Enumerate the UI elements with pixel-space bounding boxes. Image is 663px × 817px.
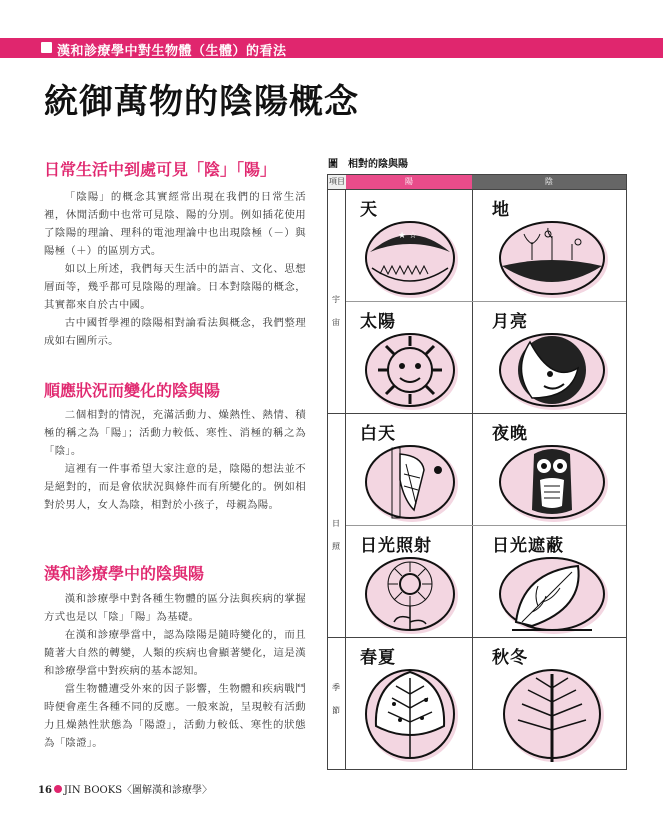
paragraph: 二個相對的情況，充滿活動力、燥熱性、熱情、積極的稱之為「陽」；活動力較低、寒性、消極的稱之為「陰」。 <box>44 409 306 457</box>
cell-label: 日光遮蔽 <box>492 536 564 556</box>
section-label: 漢和診療學中對生物體（生體）的看法 <box>57 44 287 59</box>
row-label-text <box>332 294 340 340</box>
cell-label: 春夏 <box>360 648 396 668</box>
row-label-sunlight <box>328 414 346 637</box>
paragraph: 古中國哲學裡的陰陽相對論看法與概念，我們整理成如右圖所示。 <box>44 317 306 347</box>
cicada-icon <box>360 440 460 524</box>
header-item: 項目 <box>328 175 347 189</box>
moon-icon <box>492 328 612 412</box>
section-heading-2: 順應狀況而變化的陰與陽 <box>44 381 221 400</box>
bullet-dot-icon <box>54 785 62 793</box>
row-label-text <box>332 682 340 728</box>
cell-label: 白天 <box>360 424 396 444</box>
cell-label: 太陽 <box>360 312 396 332</box>
section-heading-1: 日常生活中到處可見「陰」「陽」 <box>44 160 277 179</box>
cell-label: 地 <box>492 200 510 220</box>
cell-label: 月亮 <box>492 312 528 332</box>
paragraph: 這裡有一件事希望大家注意的是，陰陽的想法並不是絕對的，而是會依狀況與條件而有所變化的。例如相對於男人，女人為陰，相對於小孩子，母親為陽。 <box>44 463 306 511</box>
section-body-2 <box>44 406 306 514</box>
cell-label: 夜晚 <box>492 424 528 444</box>
column-divider <box>472 189 473 769</box>
cell-sunlit <box>346 526 472 638</box>
row-label-char: 宙 <box>332 318 340 327</box>
cell-sun <box>346 302 472 414</box>
owl-icon <box>492 440 612 524</box>
sky-icon <box>360 216 460 300</box>
tree-icon <box>360 664 460 764</box>
cell-spring-summer <box>346 638 472 768</box>
paragraph: 當生物體遭受外來的因子影響，生物體和疾病戰鬥時便會產生各種不同的反應。一般來說，呈現較有活動力且燥熱性狀態為「陽證」，活動力較低、寒性的狀態為「陰證」。 <box>44 683 306 749</box>
paragraph: 漢和診療學中對各種生物體的區分法與疾病的掌握方式也是以「陰」「陽」為基礎。 <box>44 593 306 623</box>
row-label-char: 季 <box>332 683 340 692</box>
figure-title: 圖 相對的陰與陽 <box>328 159 408 170</box>
banner-square-icon <box>41 42 52 53</box>
row-label-char: 宇 <box>332 295 340 304</box>
row-label-char: 節 <box>332 706 340 715</box>
bare-tree-icon <box>492 664 612 764</box>
leaf-icon <box>492 552 612 636</box>
row-label-season <box>328 638 346 769</box>
page-number: 16 <box>38 785 52 796</box>
section-heading-3: 漢和診療學中的陰與陽 <box>44 564 205 583</box>
cell-night <box>478 414 604 526</box>
cell-shaded <box>478 526 604 638</box>
header-yang: 陽 <box>346 175 472 189</box>
book-title: JIN BOOKS〈圖解漢和診療學〉 <box>63 785 213 796</box>
sunflower-icon <box>360 552 460 636</box>
section-body-1 <box>44 188 306 350</box>
page-title: 統御萬物的陰陽概念 <box>44 82 359 122</box>
cell-moon <box>478 302 604 414</box>
cell-label: 日光照射 <box>360 536 432 556</box>
cell-daytime <box>346 414 472 526</box>
paragraph: 如以上所述，我們每天生活中的語言、文化、思想層面等，幾乎都可見陰陽的理論。日本對陰陽的概念，其實都來自於古中國。 <box>44 263 306 311</box>
cell-autumn-winter <box>478 638 604 768</box>
row-label-char: 照 <box>332 542 340 551</box>
paragraph: 在漢和診療學當中，認為陰陽是隨時變化的，而且隨著大自然的轉變，人類的疾病也會顯著變化，這是漢和診療學當中對疾病的基本認知。 <box>44 629 306 677</box>
row-label-char: 日 <box>332 519 340 528</box>
row-label-text <box>332 518 340 564</box>
svg-text:★ ☆: ★ ☆ <box>398 231 417 241</box>
sun-icon <box>360 328 460 412</box>
header-yin: 陰 <box>472 175 626 189</box>
cell-earth <box>478 190 604 302</box>
cell-label: 天 <box>360 200 378 220</box>
section-body-3 <box>44 590 306 752</box>
cell-sky <box>346 190 472 302</box>
row-label-universe <box>328 190 346 413</box>
yin-yang-table <box>327 174 627 770</box>
cell-label: 秋冬 <box>492 648 528 668</box>
page-footer <box>38 781 212 796</box>
paragraph: 「陰陽」的概念其實經常出現在我們的日常生活裡，休閒活動中也常可見陰、陽的分別。例如插花使用了陰陽的理論、理科的電池理論中也出現陰極（－）與陽極（＋）的區別方式。 <box>44 191 306 257</box>
earth-icon <box>492 216 612 300</box>
